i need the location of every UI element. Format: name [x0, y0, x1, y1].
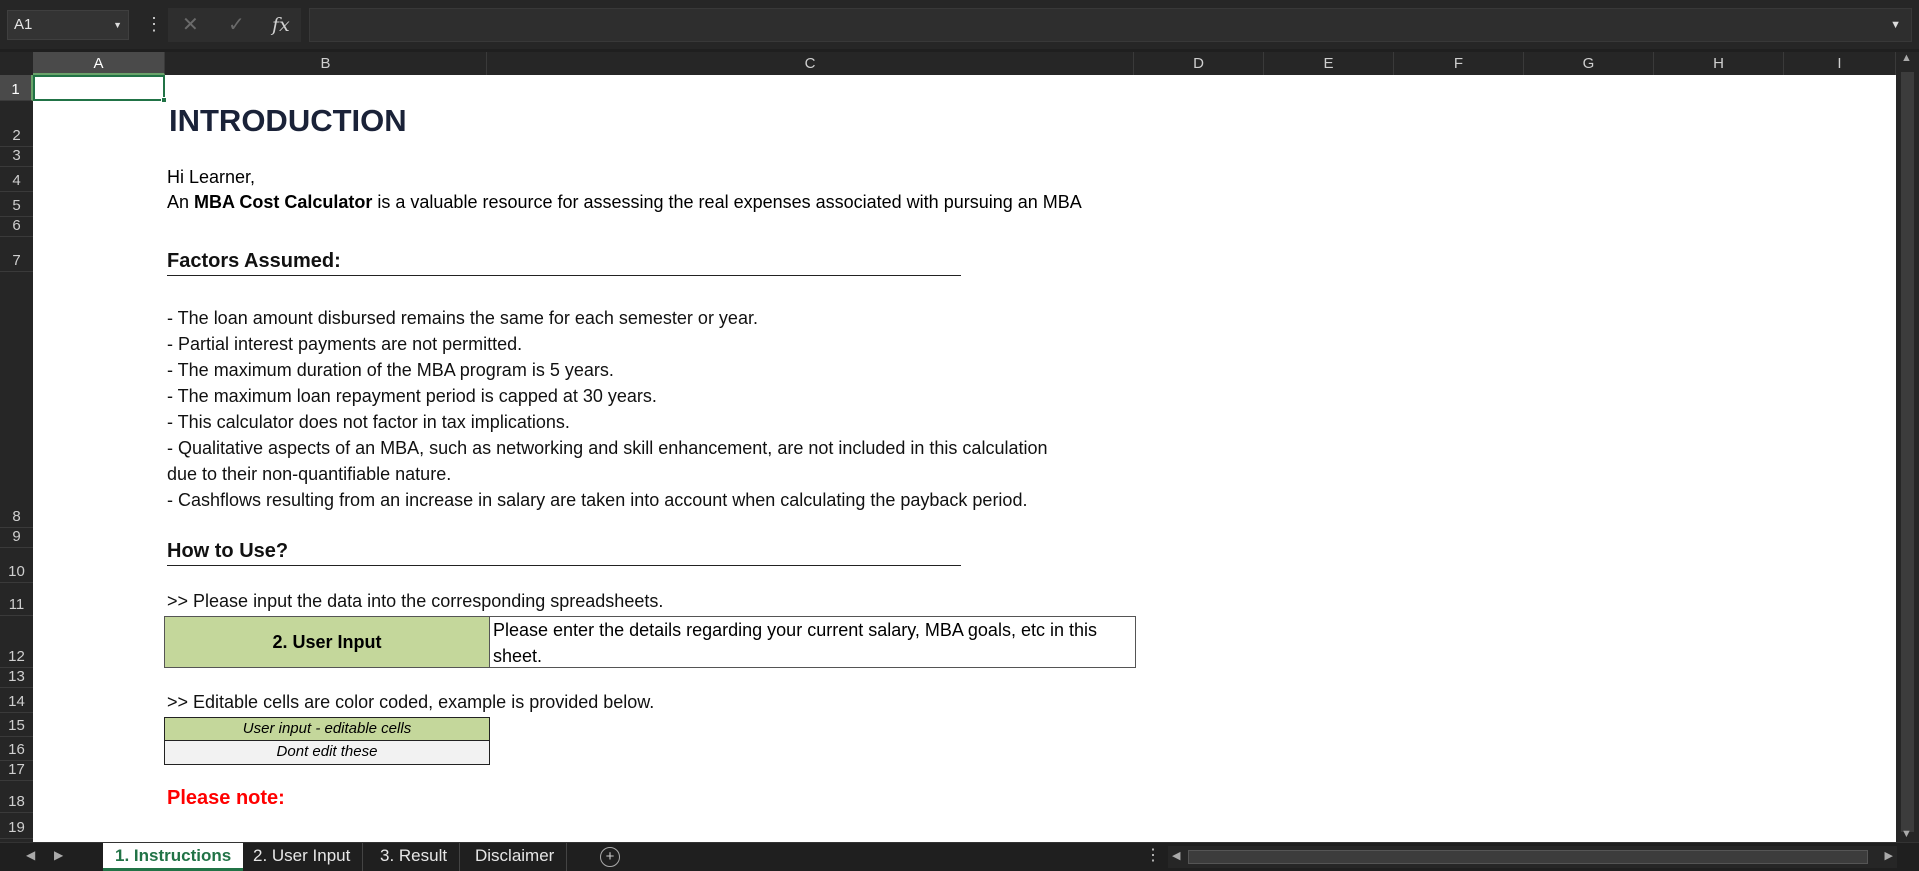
factor-item: - The loan amount disbursed remains the same for each semester or year. — [167, 308, 758, 328]
intro-text — [167, 192, 1082, 213]
row-header-9[interactable]: 9 — [0, 528, 33, 548]
vertical-scrollbar[interactable] — [1896, 52, 1919, 842]
scroll-right-icon[interactable]: ▶ — [1884, 850, 1893, 862]
row-header-19[interactable]: 19 — [0, 813, 33, 839]
scroll-up-icon[interactable]: ▲ — [1901, 52, 1912, 64]
row-header-16[interactable]: 16 — [0, 737, 33, 761]
row-header-4[interactable]: 4 — [0, 167, 33, 192]
chevron-down-icon[interactable]: ▼ — [113, 20, 122, 30]
tab-result[interactable]: 3. Result — [368, 843, 460, 871]
column-headers — [0, 52, 1919, 75]
row-headers — [0, 75, 33, 842]
legend-noedit-cell[interactable]: Dont edit these — [164, 741, 490, 765]
column-header-f[interactable]: F — [1394, 52, 1524, 75]
factors-heading: Factors Assumed: — [167, 250, 961, 276]
row-header-8[interactable]: 8 — [0, 272, 33, 528]
row-header-2[interactable]: 2 — [0, 101, 33, 147]
column-header-i[interactable]: I — [1784, 52, 1896, 75]
scroll-down-icon[interactable]: ▼ — [1901, 828, 1912, 840]
row-header-5[interactable]: 5 — [0, 192, 33, 217]
column-header-b[interactable]: B — [165, 52, 487, 75]
active-cell-selection[interactable] — [33, 75, 165, 101]
legend-editable-cell[interactable]: User input - editable cells — [164, 717, 490, 741]
insert-function-icon[interactable]: fx — [272, 14, 290, 36]
row-header-7[interactable]: 7 — [0, 237, 33, 272]
worksheet-grid[interactable] — [33, 75, 1896, 842]
horizontal-scroll-thumb[interactable] — [1188, 850, 1868, 864]
row-header-17[interactable]: 17 — [0, 761, 33, 781]
factor-item: due to their non-quantifiable nature. — [167, 464, 452, 484]
column-header-h[interactable]: H — [1654, 52, 1784, 75]
vertical-scroll-thumb[interactable] — [1901, 72, 1914, 832]
how-to-use-text: >> Please input the data into the corresponding spreadsheets. — [167, 591, 664, 611]
row-header-14[interactable]: 14 — [0, 688, 33, 713]
tab-disclaimer[interactable]: Disclaimer — [463, 843, 567, 871]
intro-bold: MBA Cost Calculator — [194, 192, 373, 212]
column-header-g[interactable]: G — [1524, 52, 1654, 75]
factor-item: - This calculator does not factor in tax implications. — [167, 412, 570, 432]
formula-bar — [0, 0, 1919, 49]
expand-formula-icon[interactable]: ▼ — [1890, 19, 1901, 31]
more-options-icon[interactable]: ⋮ — [145, 14, 163, 34]
column-header-e[interactable]: E — [1264, 52, 1394, 75]
page-title: INTRODUCTION — [169, 103, 407, 138]
column-header-d[interactable]: D — [1134, 52, 1264, 75]
scroll-left-icon[interactable]: ◀ — [1172, 850, 1181, 862]
row-header-6[interactable]: 6 — [0, 217, 33, 237]
row-header-15[interactable]: 15 — [0, 713, 33, 737]
factor-item: - Qualitative aspects of an MBA, such as networking and skill enhancement, are not included in this calculation — [167, 438, 1048, 458]
factor-item: - The maximum duration of the MBA program is 5 years. — [167, 360, 614, 380]
more-options-icon[interactable]: ⋮ — [1145, 847, 1161, 864]
name-box-value: A1 — [14, 16, 33, 33]
tab-instructions[interactable]: 1. Instructions — [103, 843, 243, 871]
tab-user-input[interactable]: 2. User Input — [241, 843, 363, 871]
formula-input[interactable] — [309, 8, 1912, 42]
horizontal-scrollbar[interactable] — [1168, 846, 1897, 868]
user-input-label-cell[interactable]: 2. User Input — [164, 616, 490, 668]
column-header-c[interactable]: C — [487, 52, 1134, 75]
factor-item: - Cashflows resulting from an increase in salary are taken into account when calculating the payback period. — [167, 490, 1028, 510]
row-header-3[interactable]: 3 — [0, 147, 33, 167]
factor-item: - Partial interest payments are not permitted. — [167, 334, 523, 354]
row-header-11[interactable]: 11 — [0, 583, 33, 616]
please-note-text: Please note: — [167, 787, 285, 809]
column-header-a[interactable]: A — [33, 52, 165, 75]
tab-prev-icon[interactable]: ◀ — [26, 848, 36, 862]
how-to-use-heading: How to Use? — [167, 540, 961, 566]
sheet-tab-bar — [0, 842, 1919, 871]
greeting-text: Hi Learner, — [167, 167, 256, 187]
editable-info-text: >> Editable cells are color coded, example is provided below. — [167, 692, 655, 712]
add-sheet-icon[interactable]: + — [600, 847, 620, 867]
fill-handle[interactable] — [161, 97, 167, 103]
name-box[interactable] — [7, 10, 129, 40]
intro-suffix: is a valuable resource for assessing the real expenses associated with pursuing an MBA — [372, 192, 1082, 212]
row-header-1[interactable]: 1 — [0, 75, 33, 101]
cancel-icon[interactable]: ✕ — [182, 14, 199, 36]
formula-buttons — [168, 8, 301, 42]
enter-icon[interactable]: ✓ — [228, 14, 245, 36]
row-header-12[interactable]: 12 — [0, 616, 33, 668]
intro-prefix: An — [167, 192, 195, 212]
factor-item: - The maximum loan repayment period is capped at 30 years. — [167, 386, 657, 406]
tab-next-icon[interactable]: ▶ — [54, 848, 64, 862]
row-header-10[interactable]: 10 — [0, 548, 33, 583]
row-header-18[interactable]: 18 — [0, 781, 33, 813]
row-header-13[interactable]: 13 — [0, 668, 33, 688]
user-input-description-cell[interactable]: Please enter the details regarding your current salary, MBA goals, etc in this sheet. — [490, 616, 1136, 668]
